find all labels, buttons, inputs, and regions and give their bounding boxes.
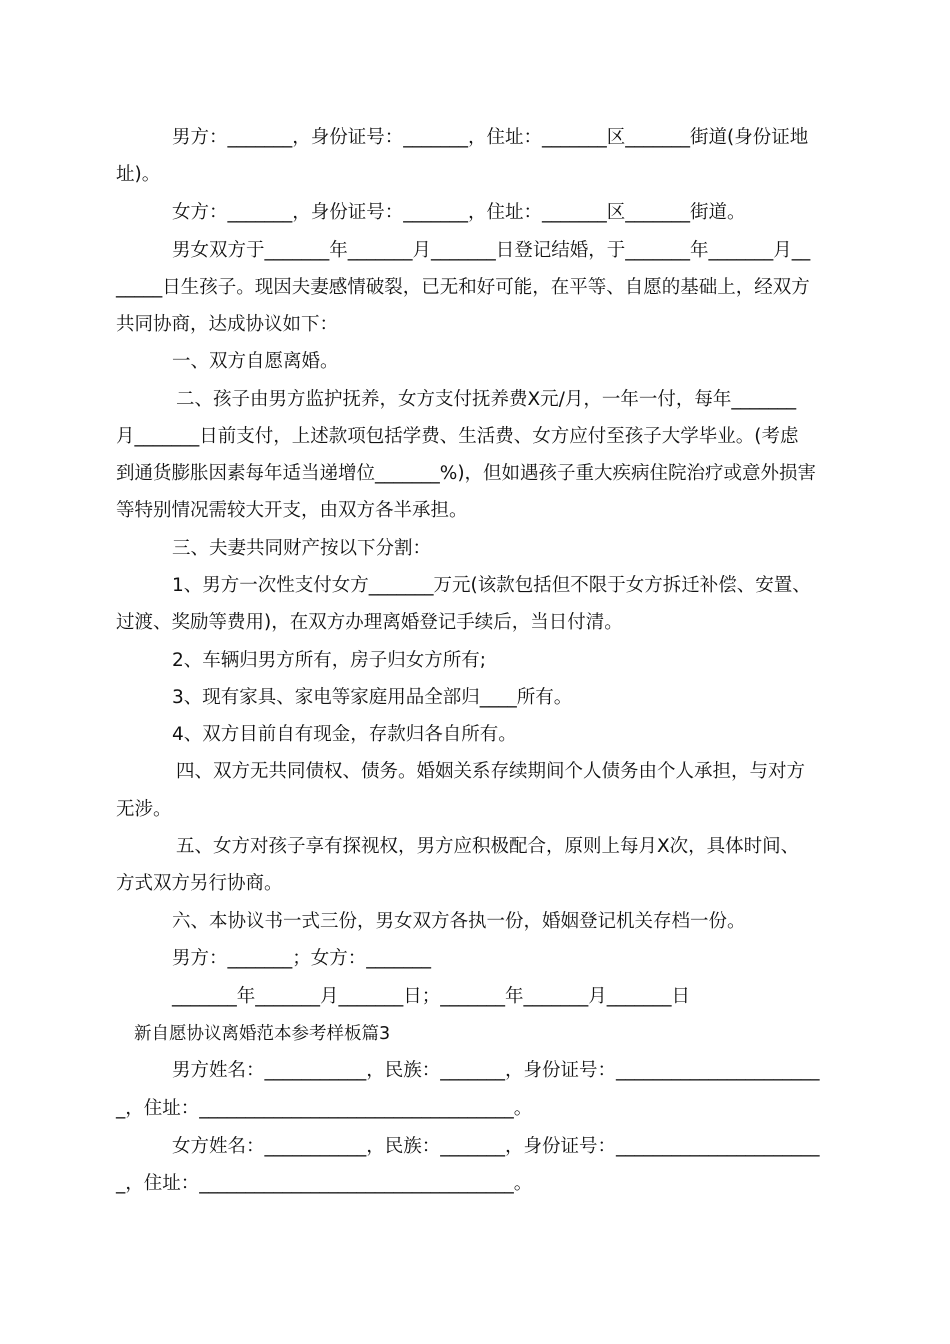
clause-3-item-3: 3、现有家具、家电等家庭用品全部归____所有。 [172, 687, 573, 708]
clause-5: 五、女方对孩子享有探视权，男方应积极配合，原则上每月X次，具体时间、 [176, 836, 800, 857]
clause-4: 四、双方无共同债权、债务。婚姻关系存续期间个人债务由个人承担，与对方 [176, 761, 806, 782]
clause-2-cont: 等特别情况需较大开支，由双方各半承担。 [116, 500, 468, 521]
male-address-line: _，住址：__________________________________。 [116, 1098, 533, 1119]
clause-1: 一、双方自愿离婚。 [172, 351, 339, 372]
clause-2-cont: 月_______日前支付，上述款项包括学费、生活费、女方应付至孩子大学毕业。(考虑 [116, 426, 799, 447]
clause-3: 三、夫妻共同财产按以下分割： [172, 538, 432, 559]
clause-3-item-1: 1、男方一次性支付女方_______万元(该款包括但不限于女方拆迁补偿、安置、 [172, 575, 811, 596]
female-address-line: _，住址：__________________________________。 [116, 1173, 533, 1194]
male-party-line-cont: 址)。 [116, 164, 161, 185]
male-party-line: 男方：_______，身份证号：_______，住址：_______区_______街道(身份证地 [172, 127, 809, 148]
date-line: _______年_______月_______日；_______年_______月_______日 [172, 986, 691, 1007]
clause-6: 六、本协议书一式三份，男女双方各执一份，婚姻登记机关存档一份。 [172, 911, 746, 932]
clause-4-cont: 无涉。 [116, 799, 172, 820]
marriage-paragraph-cont: _____日生孩子。现因夫妻感情破裂，已无和好可能，在平等、自愿的基础上，经双方 [116, 277, 810, 298]
clause-3-item-4: 4、双方目前自有现金，存款归各自所有。 [172, 724, 517, 745]
female-party-line: 女方：_______，身份证号：_______，住址：_______区_______街道。 [172, 202, 746, 223]
marriage-paragraph-cont: 共同协商，达成协议如下： [116, 314, 339, 335]
clause-2-cont: 到通货膨胀因素每年适当递增位_______%)，但如遇孩子重大疾病住院治疗或意外损害 [116, 463, 817, 484]
male-info-line: 男方姓名：___________，民族：_______，身份证号：______________________ [172, 1060, 820, 1081]
clause-3-item-2: 2、车辆归男方所有，房子归女方所有; [172, 650, 487, 671]
clause-2: 二、孩子由男方监护抚养，女方支付抚养费X元/月，一年一付，每年_______ [176, 389, 797, 410]
clause-5-cont: 方式双方另行协商。 [116, 873, 283, 894]
section-heading: 新自愿协议离婚范本参考样板篇3 [134, 1024, 391, 1044]
clause-3-item-1-cont: 过渡、奖励等费用)，在双方办理离婚登记手续后，当日付清。 [116, 612, 623, 633]
signature-line: 男方：_______；女方：_______ [172, 948, 432, 969]
female-info-line: 女方姓名：___________，民族：_______，身份证号：______________________ [172, 1136, 820, 1157]
marriage-paragraph: 男女双方于_______年_______月_______日登记结婚，于_______年_______月__ [172, 240, 811, 261]
